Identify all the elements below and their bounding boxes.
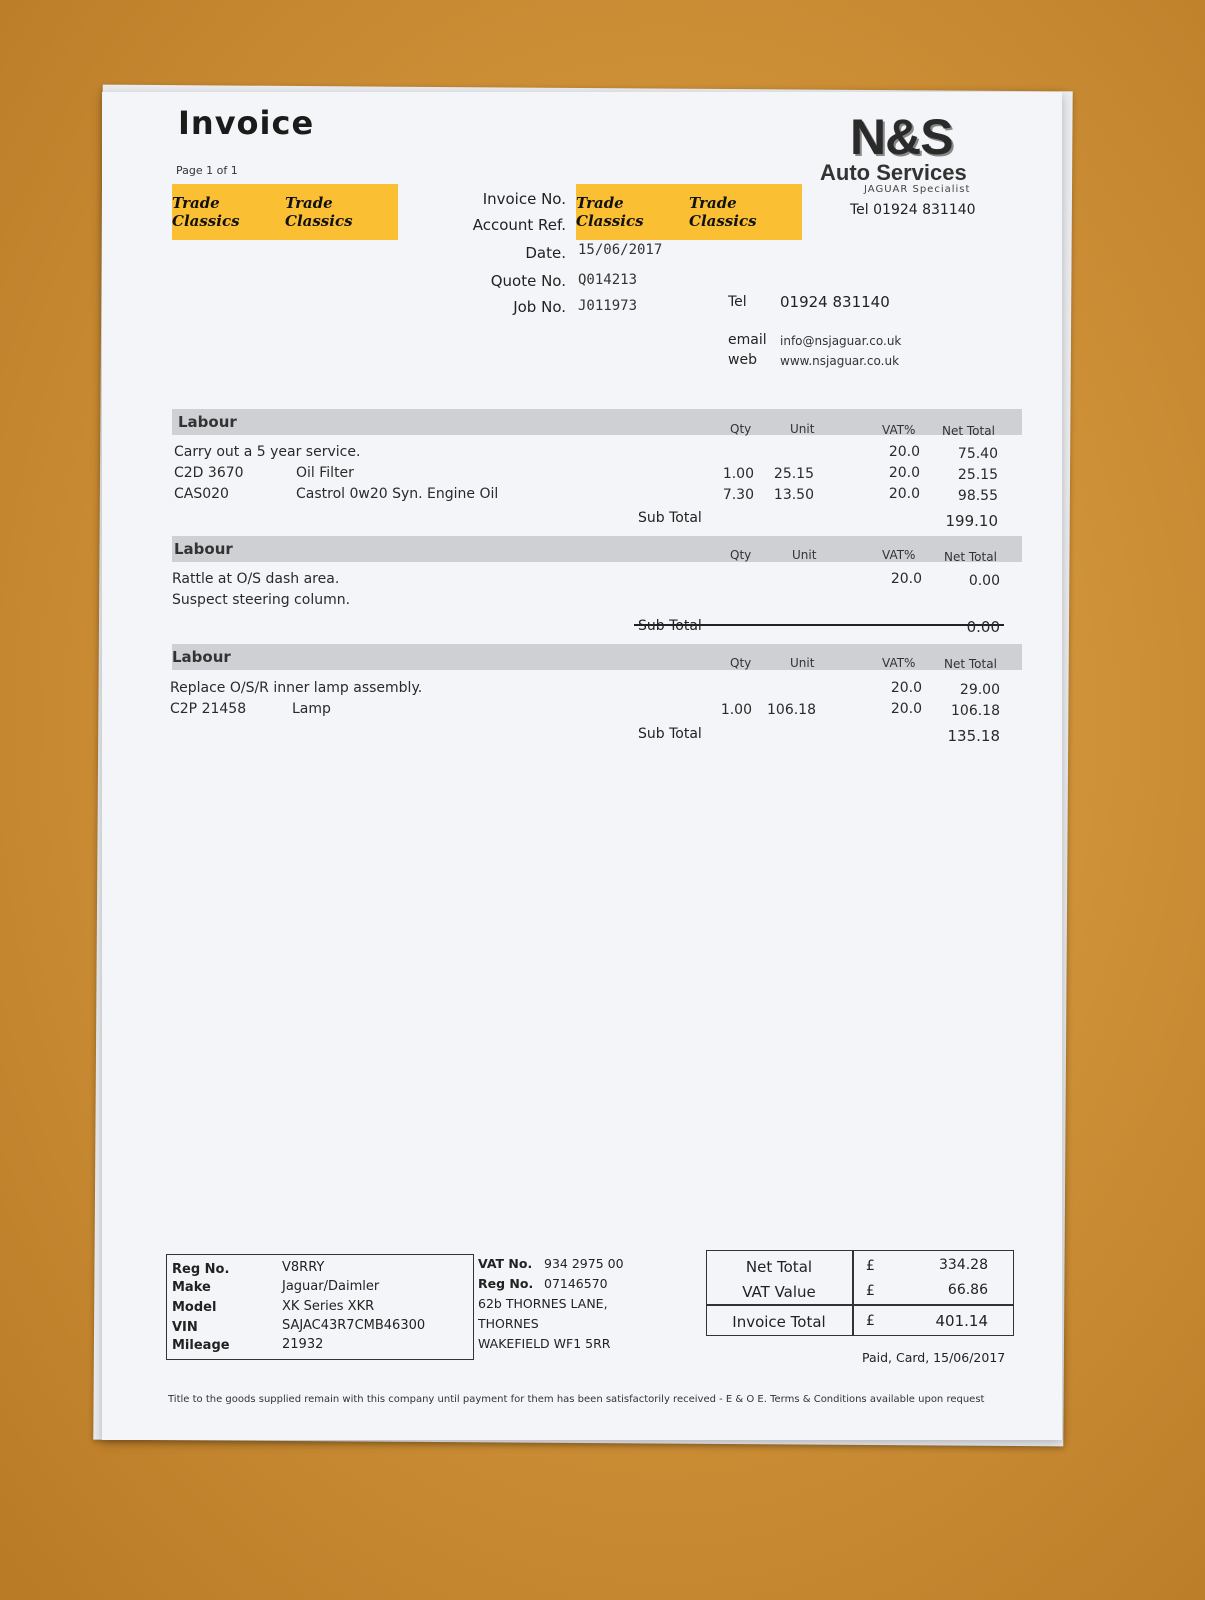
line-code: C2D 3670: [174, 465, 244, 481]
invoice-total-label: Invoice Total: [732, 1313, 826, 1331]
vat-no-label: VAT No.: [478, 1256, 533, 1271]
watermark-label: Trade Classics: [576, 194, 644, 230]
section-heading: Labour: [174, 540, 233, 558]
col-qty-header: Qty: [730, 422, 752, 436]
page-indicator: Page 1 of 1: [176, 164, 238, 177]
date-label: Date.: [525, 244, 566, 262]
redaction-customer-address: [172, 184, 398, 240]
col-vat-header: VAT%: [882, 656, 916, 670]
net-total-value: 334.28: [939, 1257, 988, 1273]
invoice-title: Invoice: [178, 104, 315, 142]
invoice-sheet: [102, 92, 1062, 1440]
vehicle-label: Make: [172, 1280, 211, 1295]
line-vat: 20.0: [888, 486, 920, 502]
tel-label: Tel: [728, 294, 747, 310]
subtotal-label: Sub Total: [638, 726, 702, 742]
line-vat: 20.0: [888, 444, 920, 460]
vat-value-label: VAT Value: [742, 1283, 816, 1301]
redaction-invoice-no: [576, 184, 802, 240]
line-desc: Lamp: [292, 701, 331, 717]
invoice-no-label: Invoice No.: [482, 190, 566, 208]
vehicle-value: XK Series XKR: [282, 1299, 375, 1314]
totals-divider: [852, 1251, 854, 1335]
line-code: CAS020: [174, 486, 229, 502]
section-heading: Labour: [172, 648, 231, 666]
payment-note: Paid, Card, 15/06/2017: [862, 1350, 1006, 1365]
line-net: 0.00: [968, 573, 1000, 589]
col-vat-header: VAT%: [882, 423, 916, 437]
line-vat: 20.0: [890, 680, 922, 696]
currency-symbol: £: [866, 1313, 875, 1329]
line-vat: 20.0: [890, 701, 922, 717]
section-heading: Labour: [178, 413, 237, 431]
address-line: THORNES: [478, 1316, 539, 1331]
col-unit-header: Unit: [790, 422, 815, 436]
line-net: 75.40: [957, 446, 998, 462]
company-reg-value: 07146570: [544, 1276, 608, 1291]
line-desc: Suspect steering column.: [172, 592, 351, 608]
currency-symbol: £: [866, 1258, 875, 1274]
company-logo-tagline: JAGUAR Specialist: [864, 184, 971, 195]
company-logo-phone: Tel 01924 831140: [850, 202, 976, 218]
col-qty-header: Qty: [730, 656, 752, 670]
line-net: 106.18: [951, 703, 1000, 719]
watermark-label: Trade Classics: [172, 194, 240, 230]
company-logo: N&S: [850, 109, 953, 165]
vat-value-amount: 66.86: [947, 1282, 988, 1298]
quote-no-value: Q014213: [578, 272, 638, 288]
line-net: 25.15: [957, 467, 998, 483]
email-value: info@nsjaguar.co.uk: [780, 334, 902, 348]
vehicle-value: 21932: [282, 1337, 324, 1352]
line-vat: 20.0: [890, 571, 922, 587]
address-line: 62b THORNES LANE,: [478, 1296, 608, 1311]
col-vat-header: VAT%: [882, 548, 916, 562]
line-desc: Carry out a 5 year service.: [174, 444, 361, 460]
line-qty: 7.30: [722, 487, 754, 503]
line-unit: 25.15: [773, 466, 814, 482]
web-label: web: [728, 352, 757, 368]
company-logo-subtitle: Auto Services: [820, 160, 967, 185]
line-net: 98.55: [957, 488, 998, 504]
col-qty-header: Qty: [730, 548, 752, 562]
watermark-label: Trade Classics: [285, 194, 353, 230]
company-reg-label: Reg No.: [478, 1276, 534, 1291]
tel-value: 01924 831140: [780, 293, 890, 311]
net-total-label: Net Total: [745, 1258, 813, 1276]
job-no-label: Job No.: [513, 298, 566, 316]
invoice-total-value: 401.14: [935, 1312, 988, 1330]
subtotal-value: 199.10: [945, 512, 998, 530]
col-unit-header: Unit: [790, 656, 815, 670]
watermark-label: Trade Classics: [689, 194, 757, 230]
vehicle-label: Mileage: [172, 1338, 230, 1353]
vehicle-value: Jaguar/Daimler: [282, 1279, 380, 1294]
line-unit: 106.18: [767, 702, 816, 718]
job-no-value: J011973: [578, 298, 638, 314]
email-label: email: [728, 332, 767, 348]
line-vat: 20.0: [888, 465, 920, 481]
line-code: C2P 21458: [170, 701, 247, 717]
line-desc: Rattle at O/S dash area.: [172, 571, 340, 587]
col-unit-header: Unit: [792, 548, 817, 562]
line-desc: Oil Filter: [296, 465, 354, 481]
vehicle-value: SAJAC43R7CMB46300: [282, 1318, 426, 1333]
account-ref-label: Account Ref.: [472, 216, 566, 234]
quote-no-label: Quote No.: [490, 272, 566, 290]
web-value: www.nsjaguar.co.uk: [780, 354, 900, 368]
line-qty: 1.00: [720, 702, 752, 718]
date-value: 15/06/2017: [578, 242, 663, 258]
vehicle-label: Reg No.: [172, 1262, 230, 1277]
currency-symbol: £: [866, 1283, 875, 1299]
line-desc: Castrol 0w20 Syn. Engine Oil: [296, 486, 499, 502]
vehicle-value: V8RRY: [282, 1260, 325, 1275]
terms-footer: Title to the goods supplied remain with this company until payment for them has been satisfactorily received - E & O E. Terms & Conditions available upon request: [168, 1394, 985, 1405]
vat-no-value: 934 2975 00: [544, 1256, 624, 1271]
totals-divider: [707, 1304, 1013, 1306]
subtotal-label: Sub Total: [638, 618, 702, 634]
line-net: 29.00: [959, 682, 1000, 698]
col-net-header: Net Total: [942, 424, 995, 438]
subtotal-label: Sub Total: [638, 510, 702, 526]
subtotal-value: 0.00: [966, 618, 1000, 636]
subtotal-value: 135.18: [947, 727, 1000, 745]
line-desc: Replace O/S/R inner lamp assembly.: [170, 680, 423, 696]
vehicle-label: VIN: [172, 1320, 198, 1335]
address-line: WAKEFIELD WF1 5RR: [478, 1336, 611, 1351]
line-unit: 13.50: [773, 487, 814, 503]
col-net-header: Net Total: [944, 657, 997, 671]
col-net-header: Net Total: [944, 550, 997, 564]
line-qty: 1.00: [722, 466, 754, 482]
vehicle-label: Model: [172, 1300, 217, 1315]
